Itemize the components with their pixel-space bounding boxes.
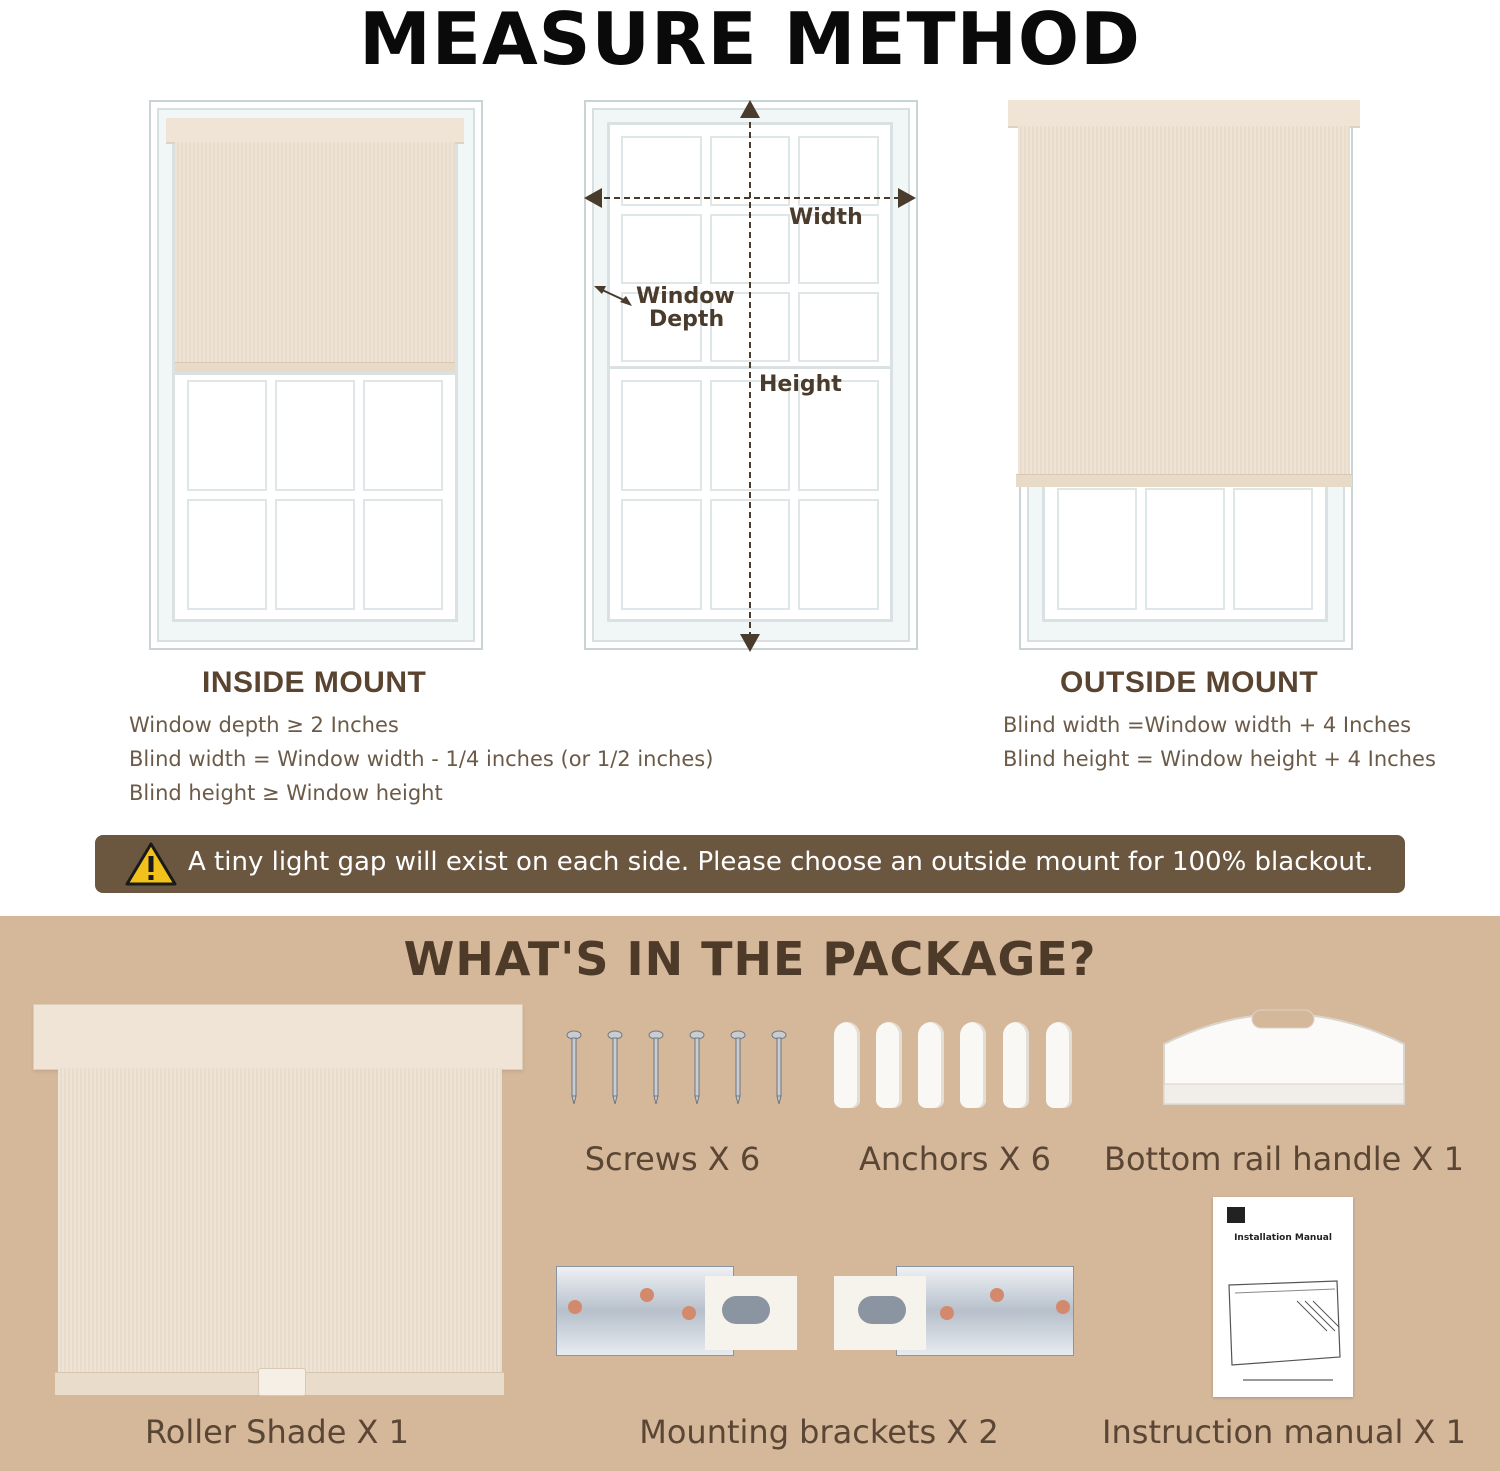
logo-icon <box>1227 1207 1245 1223</box>
brackets-label: Mounting brackets X 2 <box>639 1413 999 1451</box>
shade-cassette <box>33 1004 523 1070</box>
page-title: MEASURE METHOD <box>359 0 1141 81</box>
shade-fabric <box>175 142 455 364</box>
inside-mount-spec: Blind width = Window width - 1/4 inches (or 1/2 inches) <box>129 747 714 771</box>
depth-label-line1: Window <box>636 284 735 309</box>
shade-cassette <box>166 118 464 144</box>
shade-fabric <box>58 1068 502 1374</box>
handle-image <box>1160 1000 1408 1108</box>
lower-panes <box>1057 488 1313 610</box>
shade-label: Roller Shade X 1 <box>145 1413 409 1451</box>
manual-label: Instruction manual X 1 <box>1102 1413 1466 1451</box>
shade-cassette <box>1008 100 1360 128</box>
bottom-rail <box>1016 474 1352 487</box>
package-title: WHAT'S IN THE PACKAGE? <box>403 932 1097 986</box>
outside-mount-spec: Blind height = Window height + 4 Inches <box>1003 747 1436 771</box>
inside-mount-spec: Window depth ≥ 2 Inches <box>129 713 399 737</box>
outside-mount-spec: Blind width =Window width + 4 Inches <box>1003 713 1412 737</box>
manual-image <box>1213 1197 1353 1397</box>
height-label: Height <box>759 372 842 397</box>
screws-image <box>560 1030 790 1105</box>
shade-fabric <box>1018 126 1350 476</box>
handle-label: Bottom rail handle X 1 <box>1104 1140 1464 1178</box>
manual-cover-title: Installation Manual <box>1234 1233 1332 1243</box>
anchors-label: Anchors X 6 <box>858 1140 1052 1178</box>
screws-label: Screws X 6 <box>584 1140 761 1178</box>
outside-mount-title: OUTSIDE MOUNT <box>1060 666 1319 699</box>
measurement-arrows <box>580 96 920 656</box>
inside-mount-title: INSIDE MOUNT <box>202 666 427 699</box>
notice-banner <box>95 835 1405 893</box>
manual-diagram <box>1227 1271 1342 1371</box>
notice-text: A tiny light gap will exist on each side. Please choose an outside mount for 100% blackout. <box>188 847 1374 877</box>
depth-label-line2: Depth <box>649 307 725 332</box>
width-label: Width <box>789 205 863 230</box>
rail-handle <box>258 1368 306 1396</box>
lower-panes <box>187 380 443 610</box>
inside-mount-spec: Blind height ≥ Window height <box>129 781 443 805</box>
warning-triangle-icon <box>125 841 177 887</box>
